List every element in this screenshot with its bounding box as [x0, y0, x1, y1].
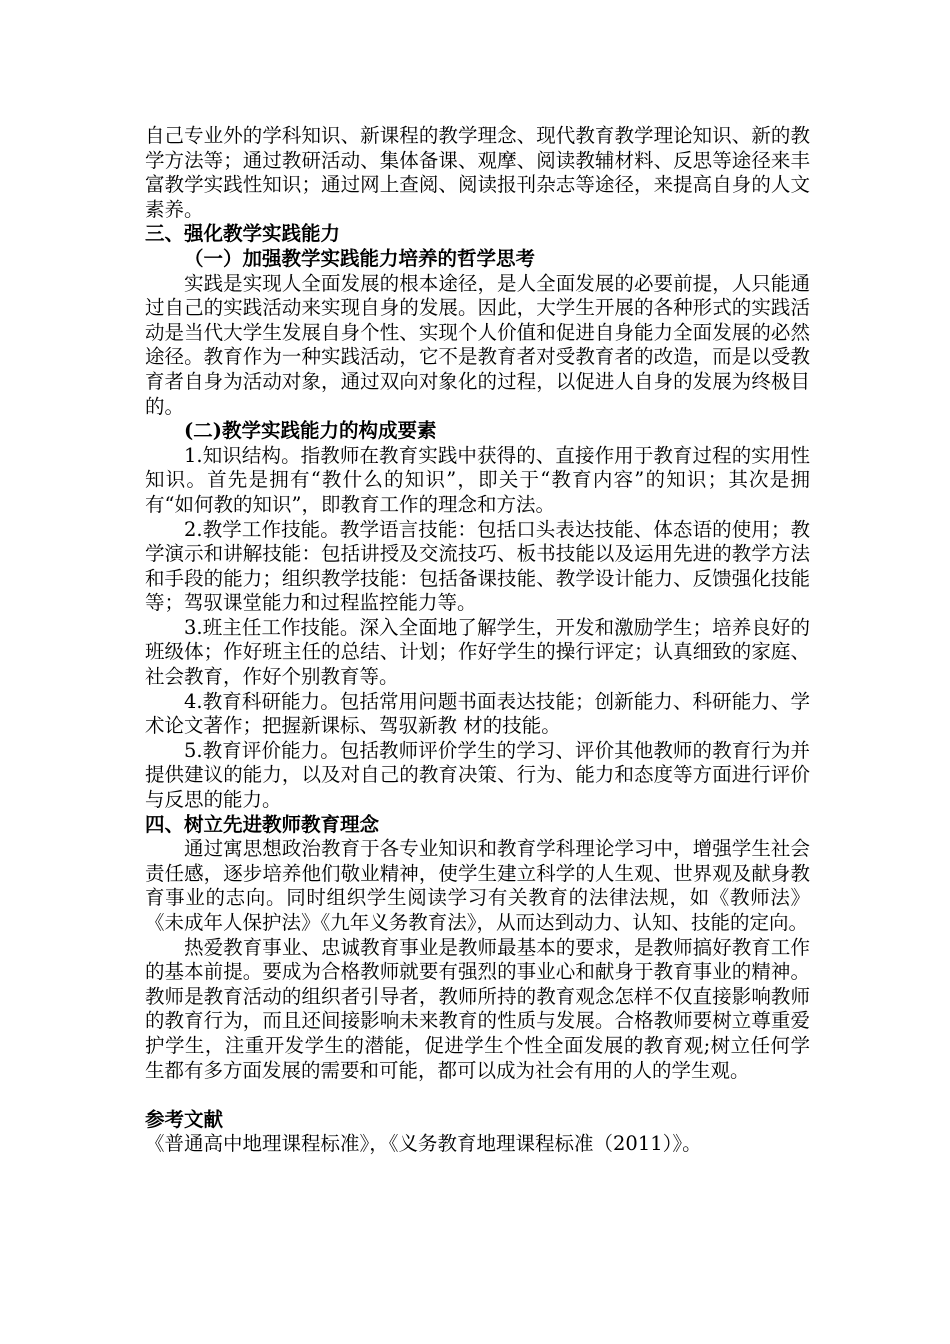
reference-entry: 《普通高中地理课程标准》，《义务教育地理课程标准（2011）》。 — [145, 1132, 702, 1156]
subsection-2-heading: (二)教学实践能力的构成要素 — [184, 419, 437, 443]
section-4-paragraph-2: 热爱教育事业、忠诚教育事业是教师最基本的要求，是教师搞好教育工作的基本前提。要成为合格教师就要有强烈的事业心和献身于教育事业的精神。教师是教育活动的组织者引导者，教师所持的教育观念怎样不仅直接影响教师的教育行为，而且还间接影响未来教育的性质与发展。合格教师要树立尊重爱护学生，注重开发学生的潜能，促进学生个性全面发展的教育观;树立任何学生都有多方面发展的需要和可能，都可以成为社会有用的人的学生观。 — [145, 935, 810, 1082]
list-item-evaluation-ability: 5.教育评价能力。包括教师评价学生的学习、评价其他教师的教育行为并提供建议的能力，以及对自己的教育决策、行为、能力和态度等方面进行评价与反思的能力。 — [145, 738, 810, 812]
blank-line — [145, 1083, 810, 1108]
list-item-head-teacher-skills: 3.班主任工作技能。深入全面地了解学生，开发和激励学生；培养良好的班级体；作好班主任的总结、计划；作好学生的操行评定；认真细致的家庭、社会教育，作好个别教育等。 — [145, 615, 810, 689]
intro-paragraph: 自己专业外的学科知识、新课程的教学理念、现代教育教学理论知识、新的教学方法等；通过教研活动、集体备课、观摩、阅读教辅材料、反思等途径来丰富教学实践性知识；通过网上查阅、阅读报刊杂志等途径，来提高自身的人文素养。 — [145, 124, 810, 221]
list-item-research-ability: 4.教育科研能力。包括常用问题书面表达技能；创新能力、科研能力、学术论文著作；把握新课标、驾驭新教 材的技能。 — [145, 689, 810, 738]
list-item-teaching-skills: 2.教学工作技能。教学语言技能：包括口头表达技能、体态语的使用；教学演示和讲解技能：包括讲授及交流技巧、板书技能以及运用先进的教学方法和手段的能力；组织教学技能：包括备课技能、教学设计能力、反馈强化技能等；驾驭课堂能力和过程监控能力等。 — [145, 517, 810, 615]
subsection-1-heading: （一）加强教学实践能力培养的哲学思考 — [184, 246, 536, 270]
references-heading: 参考文献 — [145, 1107, 224, 1131]
section-3-heading: 三、强化教学实践能力 — [145, 222, 341, 246]
list-item-knowledge-structure: 1.知识结构。指教师在教育实践中获得的、直接作用于教育过程的实用性知识。首先是拥有“教什么的知识”，即关于“教育内容”的知识；其次是拥有“如何教的知识”，即教育工作的理念和方法。 — [145, 443, 810, 516]
section-4-heading: 四、树立先进教师教育理念 — [145, 812, 380, 836]
document-page — [145, 124, 810, 1157]
section-4-paragraph-1: 通过寓思想政治教育于各专业知识和教育学科理论学习中，增强学生社会责任感，逐步培养他们敬业精神，使学生建立科学的人生观、世界观及献身教育事业的志向。同时组织学生阅读学习有关教育的法律法规，如《教师法》《未成年人保护法》《九年义务教育法》，从而达到动力、认知、技能的定向。 — [145, 837, 810, 934]
subsection-1-paragraph: 实践是实现人全面发展的根本途径，是人全面发展的必要前提，人只能通过自己的实践活动来实现自身的发展。因此，大学生开展的各种形式的实践活动是当代大学生发展自身个性、实现个人价值和促进自身能力全面发展的必然途径。教育作为一种实践活动，它不是教育者对受教育者的改造，而是以受教育者自身为活动对象，通过双向对象化的过程，以促进人自身的发展为终极目的。 — [145, 271, 810, 418]
